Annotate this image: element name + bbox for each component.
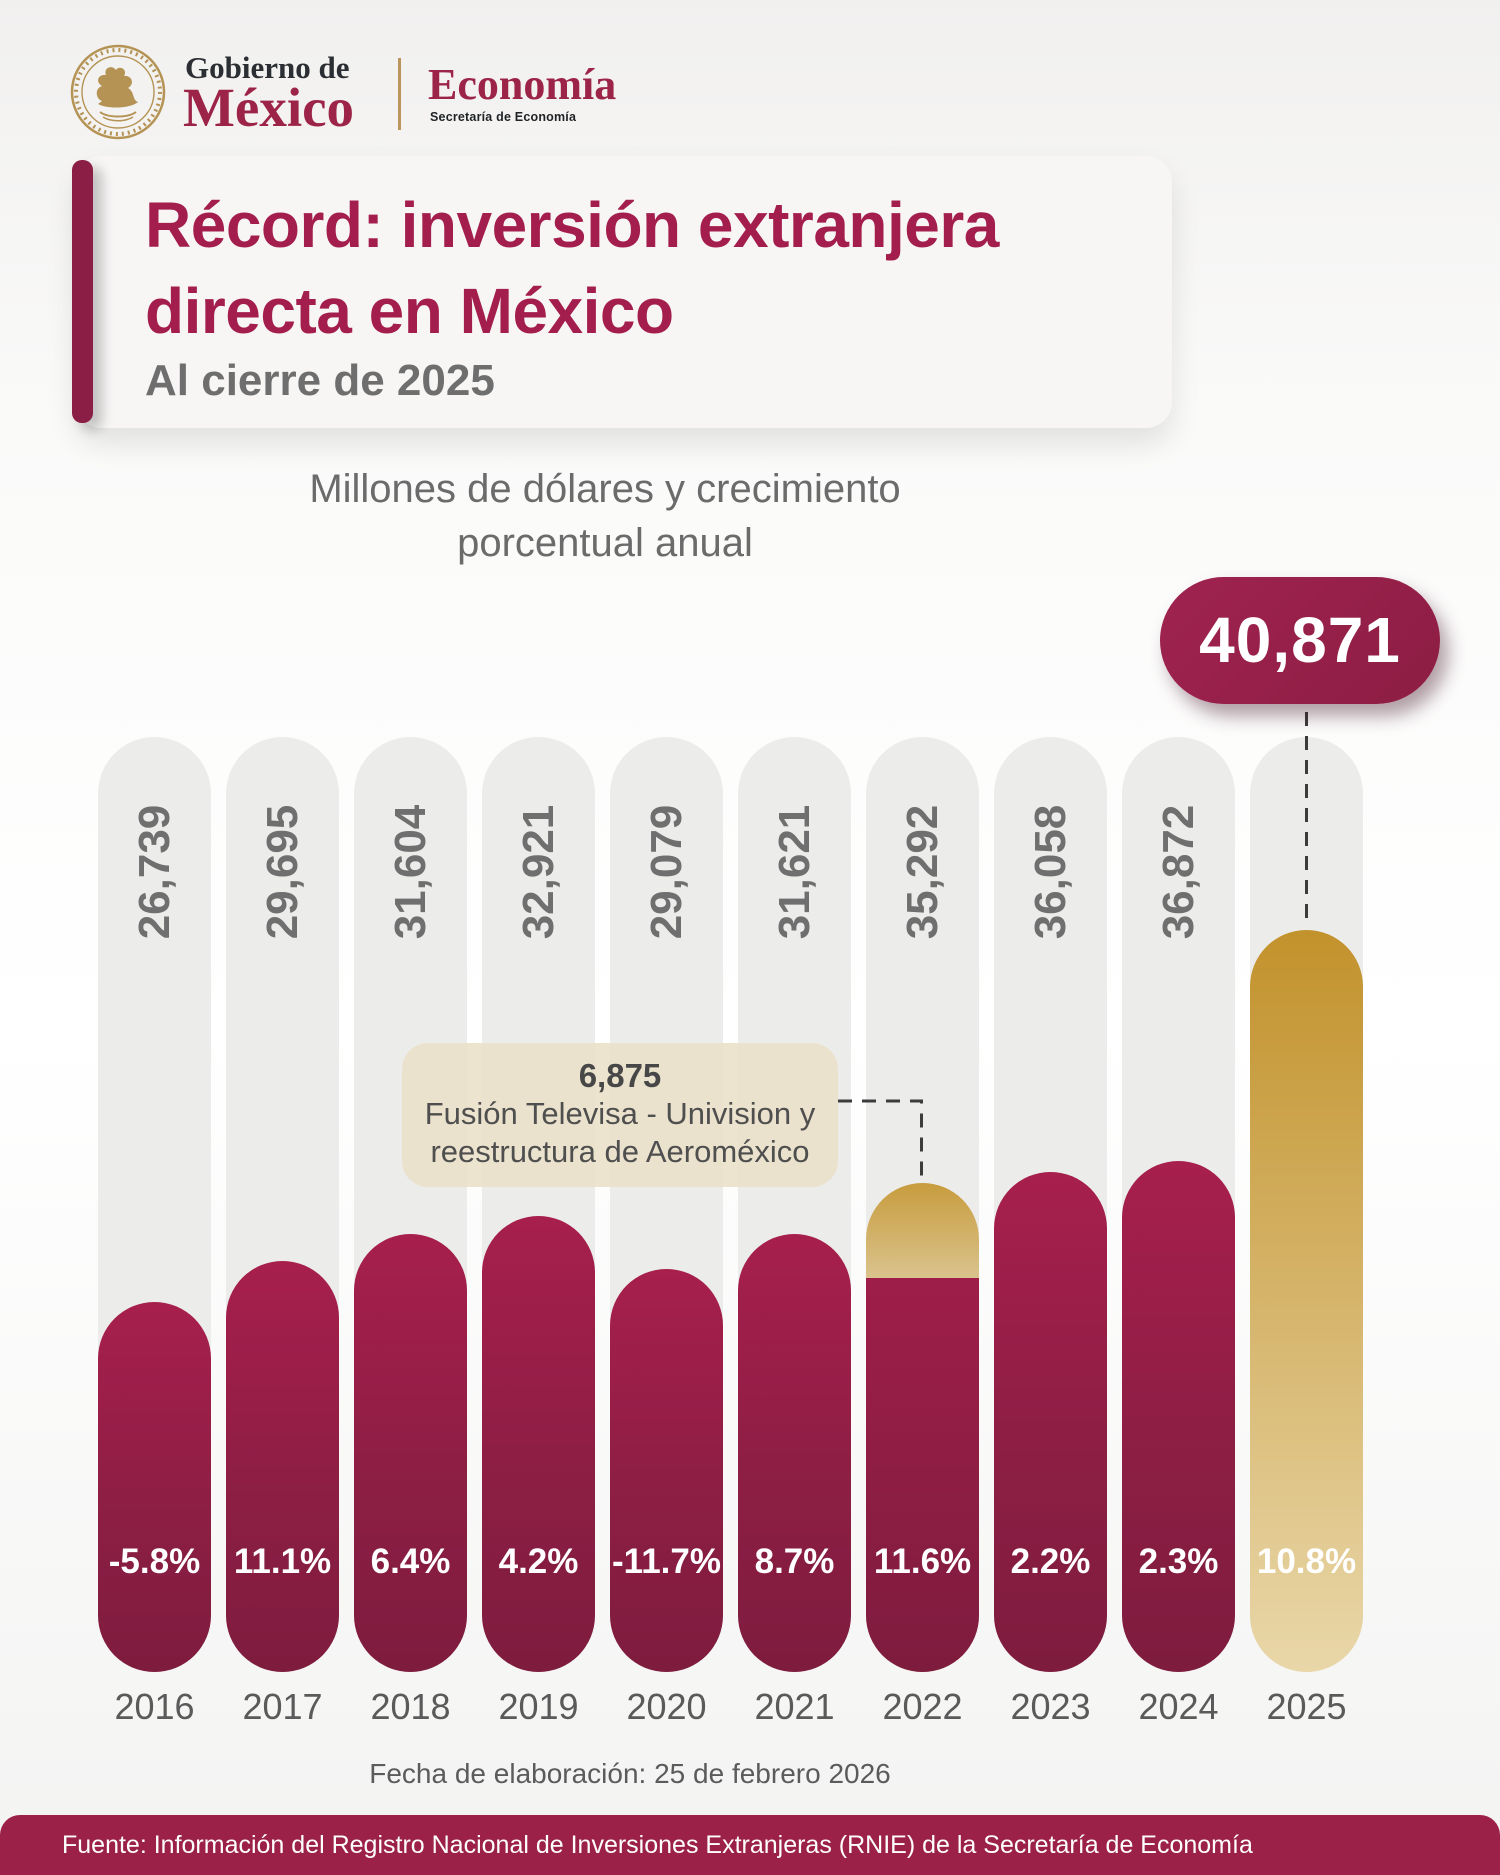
page-title-line2: directa en México [145, 275, 674, 347]
bar-growth-label-2023: 2.2% [1010, 1542, 1091, 1581]
bar-2016 [98, 1302, 211, 1672]
elaboration-date: Fecha de elaboración: 25 de febrero 2026 [369, 1758, 891, 1789]
axis-year-label-2020: 2020 [626, 1686, 707, 1727]
annotation-text-line1: Fusión Televisa - Univision y [424, 1096, 816, 1131]
logo-mexico: México [183, 77, 355, 138]
bar-2023 [994, 1172, 1107, 1672]
page-title-line1: Récord: inversión extranjera [145, 189, 999, 261]
bar-value-label-2018: 31,604 [385, 804, 435, 940]
annotation-text-line2: reestructura de Aeroméxico [430, 1134, 810, 1169]
bar-growth-label-2018: 6.4% [370, 1542, 451, 1581]
bar-value-label-2023: 36,058 [1025, 804, 1075, 940]
axis-year-label-2025: 2025 [1266, 1686, 1347, 1727]
highlight-value-badge: 40,871 [1160, 577, 1440, 704]
bar-growth-label-2024: 2.3% [1138, 1542, 1219, 1581]
bar-2018 [354, 1234, 467, 1672]
annotation-value: 6,875 [578, 1057, 662, 1094]
bar-growth-label-2017: 11.1% [233, 1542, 332, 1581]
bar-growth-label-2016: -5.8% [108, 1542, 201, 1581]
logo-secretaria-de-economia: Secretaría de Economía [430, 110, 577, 124]
bar-2020 [610, 1269, 723, 1672]
logo-gobierno-de: Gobierno de [185, 50, 350, 85]
bar-2021 [738, 1234, 851, 1672]
chart-title-line2: porcentual anual [457, 521, 753, 565]
bar-value-label-2020: 29,079 [641, 804, 691, 940]
axis-year-label-2024: 2024 [1138, 1686, 1219, 1727]
bar-growth-label-2022: 11.6% [873, 1542, 972, 1581]
chart-title-line1: Millones de dólares y crecimiento [309, 467, 901, 511]
bar-value-label-2021: 31,621 [769, 804, 819, 940]
bar-segment-maroon-2022 [866, 1278, 979, 1672]
bar-2019 [482, 1216, 595, 1672]
axis-year-label-2017: 2017 [242, 1686, 323, 1727]
axis-year-label-2019: 2019 [498, 1686, 579, 1727]
bar-value-label-2022: 35,292 [897, 804, 947, 940]
axis-year-label-2016: 2016 [114, 1686, 195, 1727]
axis-year-label-2022: 2022 [882, 1686, 963, 1727]
bar-value-label-2019: 32,921 [513, 804, 563, 940]
axis-year-label-2023: 2023 [1010, 1686, 1091, 1727]
bar-2024 [1122, 1161, 1235, 1672]
annotation-2022 [402, 1043, 838, 1187]
axis-year-label-2018: 2018 [370, 1686, 451, 1727]
bar-growth-label-2019: 4.2% [498, 1542, 579, 1581]
bar-growth-label-2025: 10.8% [1256, 1542, 1357, 1581]
axis-year-label-2021: 2021 [754, 1686, 835, 1727]
source-bar: Fuente: Información del Registro Nacional de Inversiones Extranjeras (RNIE) de la Secretaría de Economía [0, 1815, 1500, 1875]
bar-value-label-2024: 36,872 [1153, 804, 1203, 940]
bar-2017 [226, 1261, 339, 1672]
logo-economia: Economía [428, 60, 617, 109]
page-subtitle: Al cierre de 2025 [145, 356, 495, 405]
bar-value-label-2016: 26,739 [129, 804, 179, 940]
bar-value-label-2017: 29,695 [257, 804, 307, 940]
bar-growth-label-2020: -11.7% [612, 1542, 721, 1581]
bar-growth-label-2021: 8.7% [754, 1542, 835, 1581]
